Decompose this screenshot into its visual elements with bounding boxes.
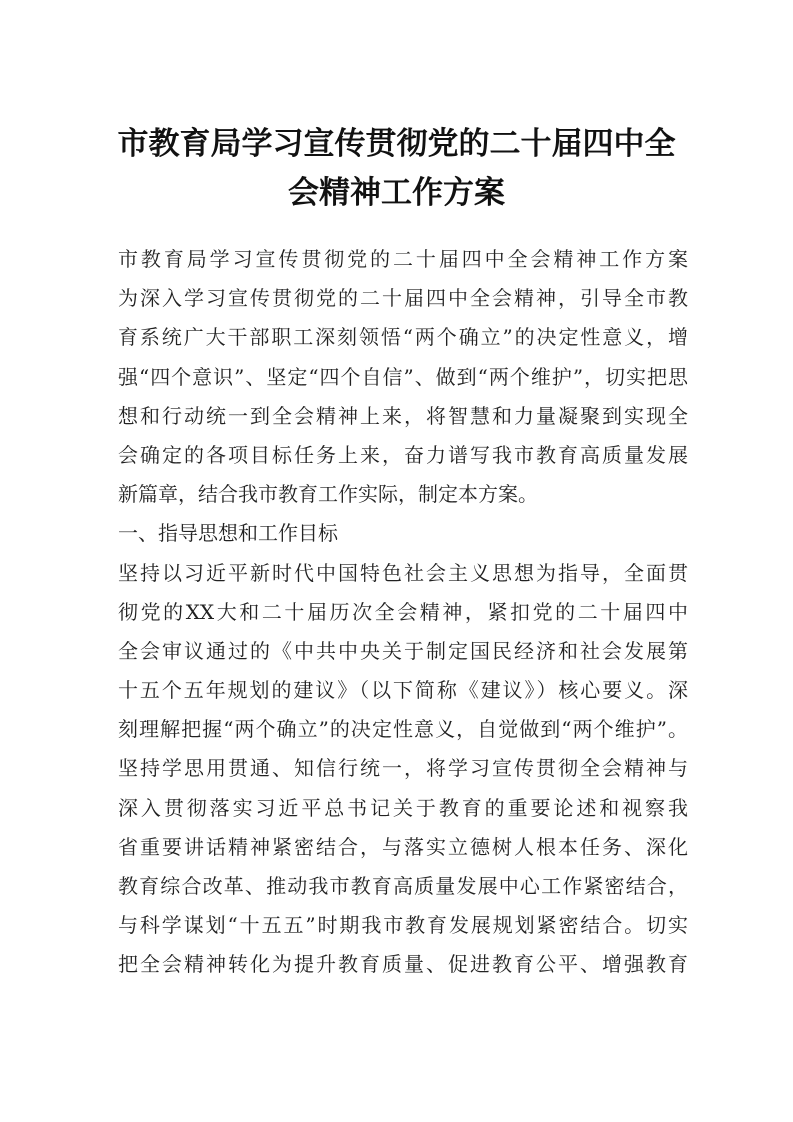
body-line: 为深入学习宣传贯彻党的二十届四中全会精神，引导全市教: [118, 286, 688, 311]
body-line: 强“四个意识”、坚定“四个自信”、做到“两个维护”，切实把思: [118, 364, 688, 389]
body-line: 把全会精神转化为提升教育质量、促进教育公平、增强教育: [118, 952, 688, 977]
body-line: 全会审议通过的《中共中央关于制定国民经济和社会发展第: [118, 638, 688, 663]
body-line: 教育综合改革、推动我市教育高质量发展中心工作紧密结合，: [118, 874, 688, 898]
body-line: 彻党的XX大和二十届历次全会精神，紧扣党的二十届四中: [118, 599, 688, 624]
body-line: 想和行动统一到全会精神上来，将智慧和力量凝聚到实现全: [118, 403, 688, 428]
document-title-line-2: 会精神工作方案: [288, 175, 505, 211]
body-line: 坚持以习近平新时代中国特色社会主义思想为指导，全面贯: [118, 560, 688, 585]
body-line: 坚持学思用贯通、知信行统一，将学习宣传贯彻全会精神与: [118, 756, 688, 781]
document-body: [118, 240, 688, 985]
body-line: 深入贯彻落实习近平总书记关于教育的重要论述和视察我: [118, 795, 688, 820]
body-line: 新篇章，结合我市教育工作实际，制定本方案。: [118, 482, 538, 507]
body-line: 育系统广大干部职工深刻领悟“两个确立”的决定性意义，增: [118, 325, 688, 350]
body-line: 与科学谋划“十五五”时期我市教育发展规划紧密结合。切实: [118, 913, 688, 938]
body-line-subtitle: 市教育局学习宣传贯彻党的二十届四中全会精神工作方案: [118, 247, 688, 271]
body-line: 省重要讲话精神紧密结合，与落实立德树人根本任务、深化: [118, 834, 688, 859]
body-line: 十五个五年规划的建议》（以下简称《建议》）核心要义。深: [118, 678, 688, 703]
body-line: 刻理解把握“两个确立”的决定性意义，自觉做到“两个维护”。: [118, 717, 688, 742]
document-title-line-1: 市教育局学习宣传贯彻党的二十届四中全: [117, 126, 676, 162]
body-line: 会确定的各项目标任务上来，奋力谱写我市教育高质量发展: [118, 442, 688, 467]
section-heading: 一、指导思想和工作目标: [118, 521, 338, 546]
